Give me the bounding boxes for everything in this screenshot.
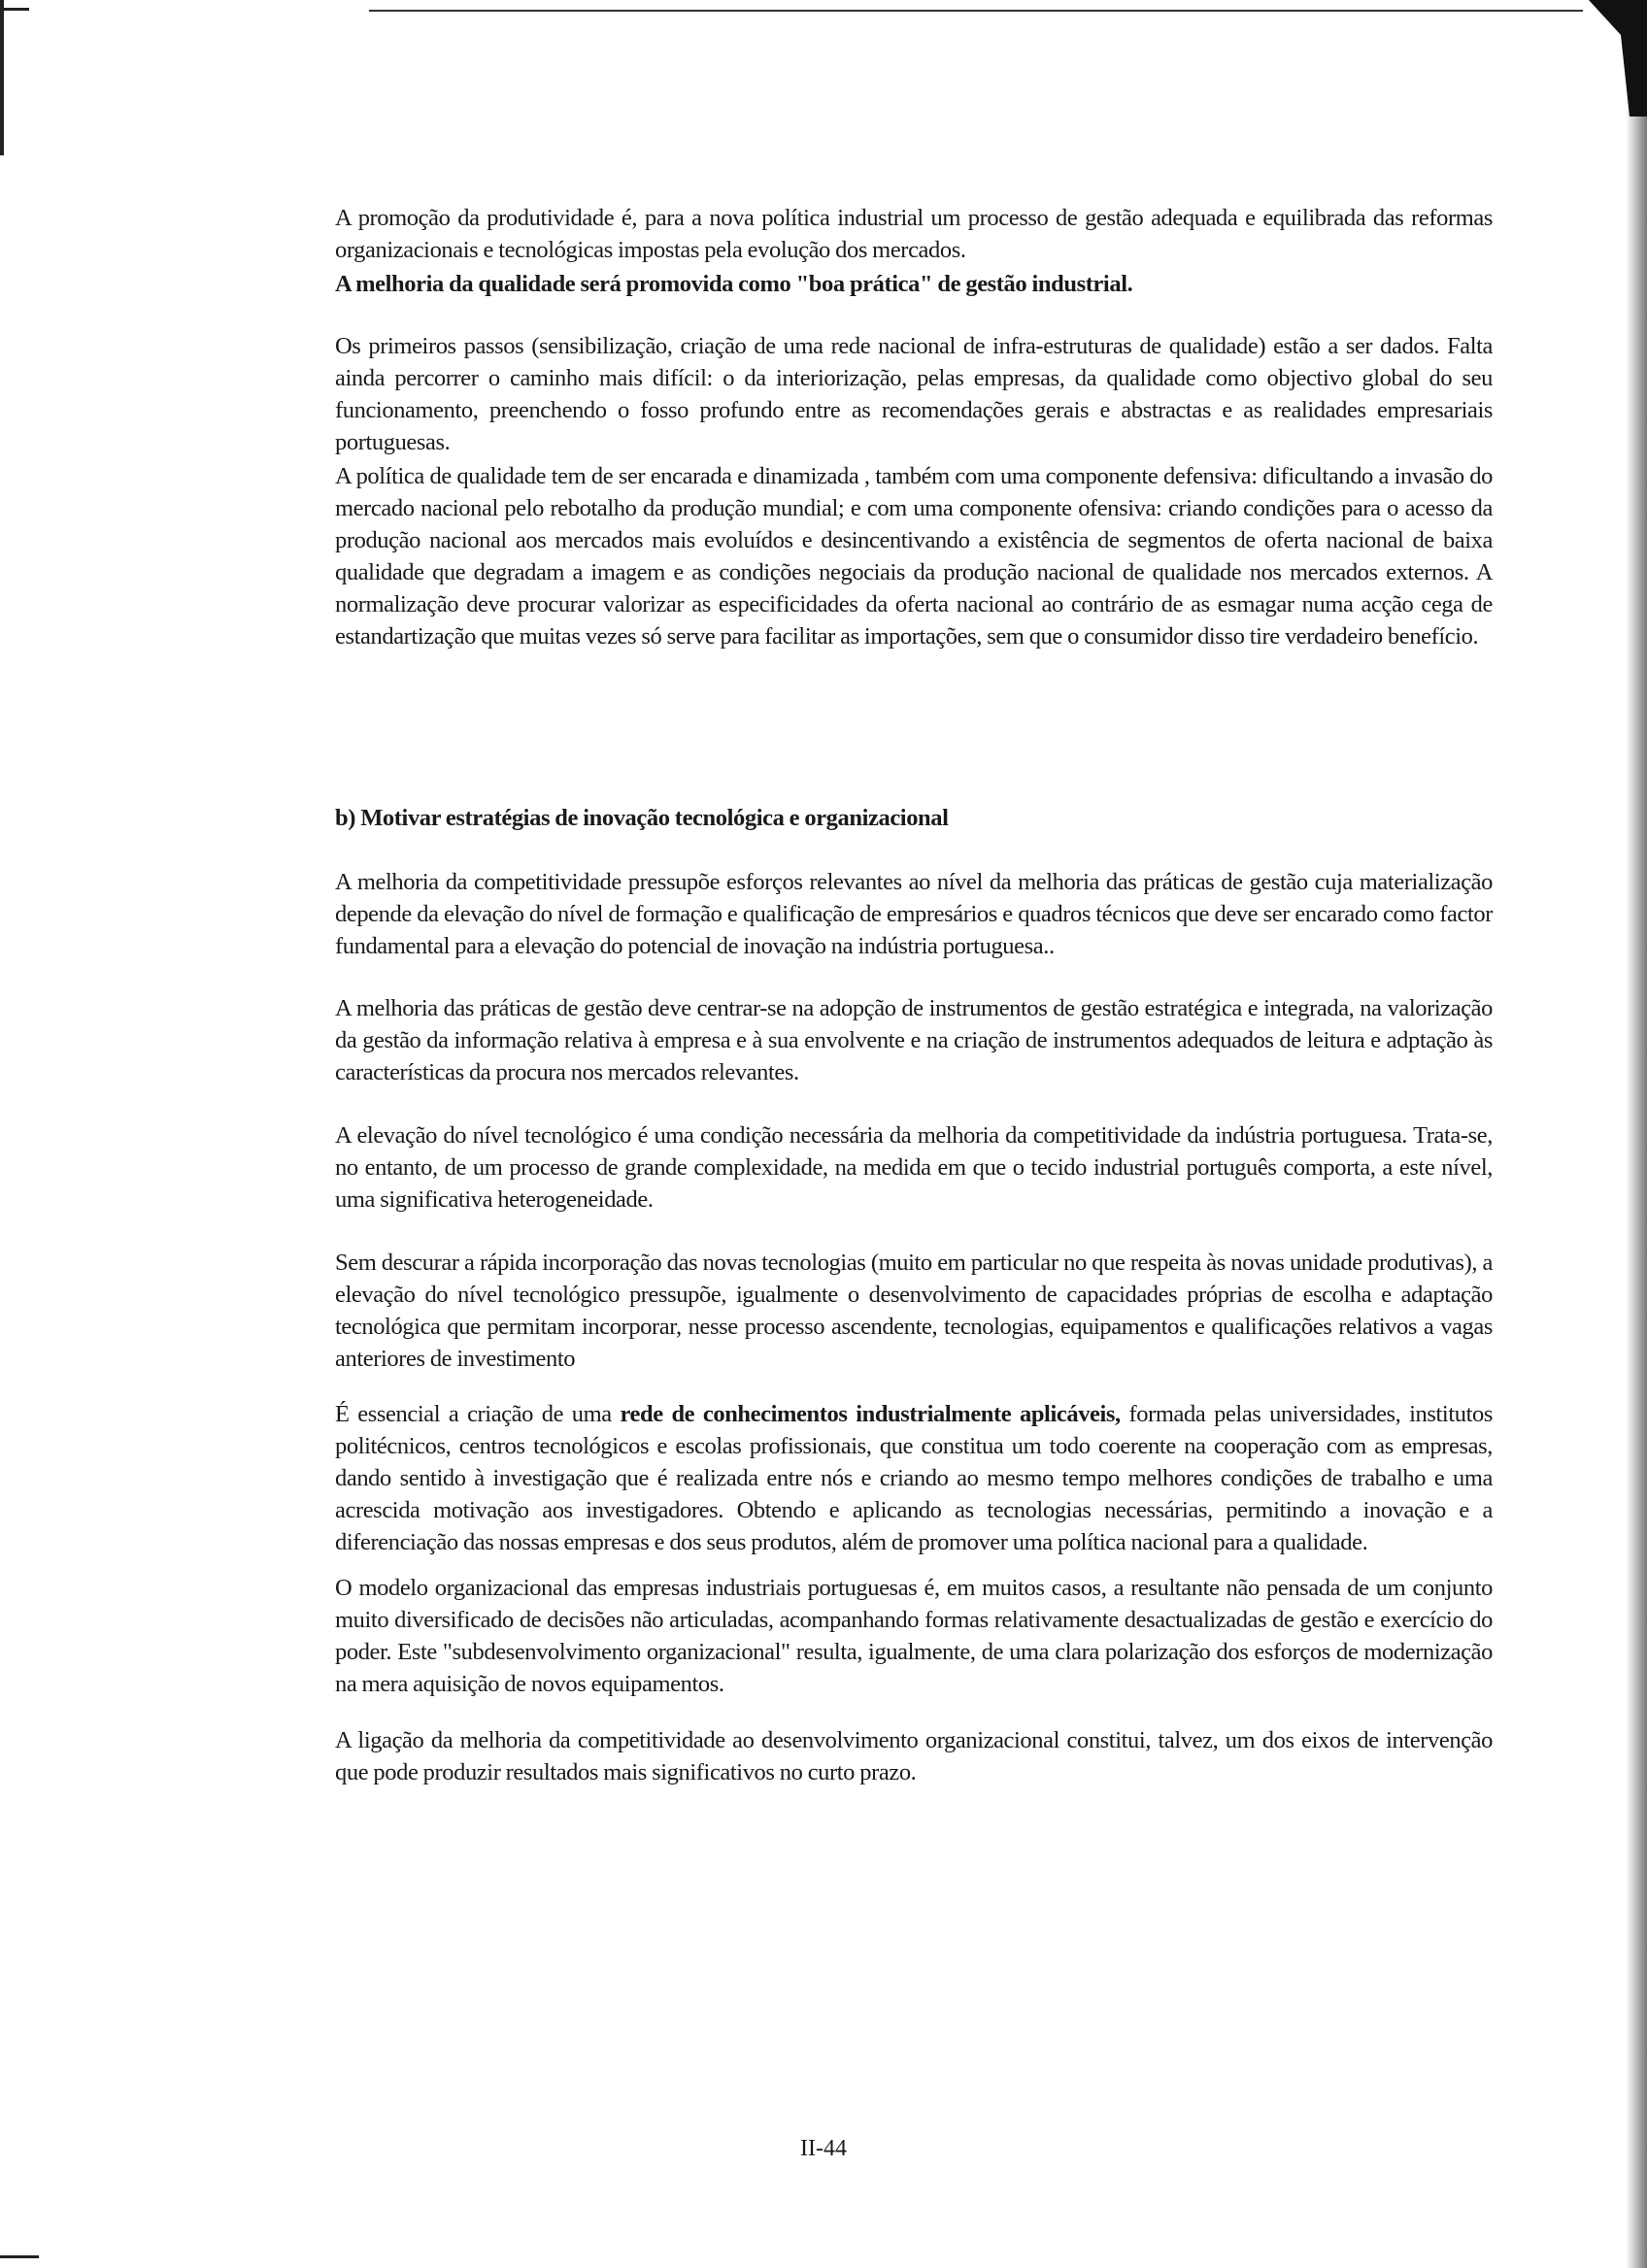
paragraph: Sem descurar a rápida incorporação das novas tecnologias (muito em particular no que respeita às novas unidade produtivas), a elevação do nível tecnológico pressupõe, igualmente o desenvolvimento de capacidades próprias de escolha e adaptação tecnológica que permitam incorporar, nesse processo ascendente, tecnologias, equipamentos e qualificações relativos a vagas anteriores de investimento (335, 1250, 1493, 1372)
paragraph-text: É essencial a criação de uma (335, 1401, 621, 1427)
paragraph: O modelo organizacional das empresas industriais portuguesas é, em muitos casos, a resultante não pensada de um conjunto muito diversificado de decisões não articuladas, acompanhando formas relativamente desactualizadas de gestão e exercício do poder. Este "subdesenvolvimento organizacional" resulta, igualmente, de uma clara polarização dos esforços de modernização na mera aquisição de novos equipamentos. (335, 1575, 1493, 1697)
paragraph: A promoção da produtividade é, para a nova política industrial um processo de gestão adequada e equilibrada das reformas organizacionais e tecnológicas impostas pela evolução dos mercados. (335, 205, 1493, 263)
paragraph: A melhoria da competitividade pressupõe esforços relevantes ao nível da melhoria das práticas de gestão cuja materialização depende da elevação do nível de formação e qualificação de empresários e quadros técnicos que deve ser encarado como factor fundamental para a elevação do potencial de inovação na indústria portuguesa.. (335, 869, 1493, 959)
paragraph: A melhoria das práticas de gestão deve centrar-se na adopção de instrumentos de gestão estratégica e integrada, na valorização da gestão da informação relativa à empresa e à sua envolvente e na criação de instrumentos adequados de leitura e adptação às características da procura nos mercados relevantes. (335, 995, 1493, 1085)
paragraph: A ligação da melhoria da competitividade ao desenvolvimento organizacional constitui, talvez, um dos eixos de intervenção que pode produzir resultados mais significativos no curto prazo. (335, 1727, 1493, 1785)
bold-phrase: rede de conhecimentos industrialmente aplicáveis, (620, 1401, 1121, 1427)
paragraph: Os primeiros passos (sensibilização, criação de uma rede nacional de infra-estruturas de qualidade) estão a ser dados. Falta ainda percorrer o caminho mais difícil: o da interiorização, pelas empresas, da qualidade como objectivo global do seu funcionamento, preenchendo o fosso profundo entre as recomendações gerais e abstractas e as realidades empresariais portuguesas. (335, 333, 1493, 455)
scan-edge-corner (0, 8, 29, 11)
section-heading: b) Motivar estratégias de inovação tecnológica e organizacional (335, 805, 949, 831)
scan-edge-right (1626, 0, 1647, 2268)
scan-edge-left (0, 0, 4, 155)
page-number: II-44 (800, 2136, 847, 2161)
paragraph: A elevação do nível tecnológico é uma condição necessária da melhoria da competitividade da indústria portuguesa. Trata-se, no entanto, de um processo de grande complexidade, na medida em que o tecido industrial português comporta, a este nível, uma significativa heterogeneidade. (335, 1122, 1493, 1213)
section-heading: A melhoria da qualidade será promovida como "boa prática" de gestão industrial. (335, 271, 1133, 297)
scan-edge-top (369, 10, 1583, 12)
paragraph: A política de qualidade tem de ser encarada e dinamizada , também com uma componente defensiva: dificultando a invasão do mercado nacional pelo rebotalho da produção mundial; e com uma componente ofensiva: criando condições para o acesso da produção nacional aos mercados mais evoluídos e desincentivando a existência de segmentos de oferta nacional de baixa qualidade que degradam a imagem e as condições negociais da produção nacional de qualidade nos mercados externos. A normalização deve procurar valorizar as especificidades da oferta nacional ao contrário de as esmagar numa acção cega de estandartização que muitas vezes só serve para facilitar as importações, sem que o consumidor disso tire verdadeiro benefício. (335, 463, 1493, 650)
scan-edge-bottom (0, 2255, 39, 2258)
scan-corner-shadow (1589, 0, 1647, 117)
paragraph (335, 1398, 1493, 1558)
paragraph-text: formada pelas universidades, institutos politécnicos, centros tecnológicos e escolas profissionais, que constitua um todo coerente na cooperação com as empresas, dando sentido à investigação que é realizada entre nós e criando ao mesmo tempo melhores condições de trabalho e uma acrescida motivação aos investigadores. Obtendo e aplicando as tecnologias necessárias, permitindo a inovação e a diferenciação das nossas empresas e dos seus produtos, além de promover uma política nacional para a qualidade. (335, 1401, 1493, 1555)
